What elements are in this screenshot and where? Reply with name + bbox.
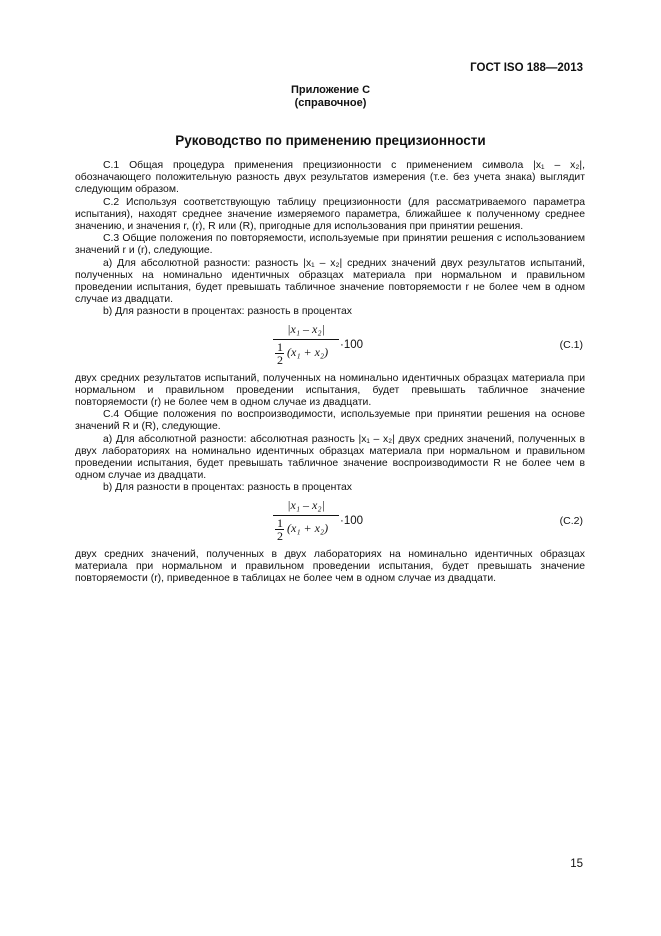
multiplier: ·100 [340, 514, 364, 527]
paragraph-c4: С.4 Общие положения по воспроизводимости, используемые при принятии решения на основе значений R и (R), следующие. [75, 409, 585, 433]
paragraph-c3: С.3 Общие положения по повторяемости, используемые при принятии решения с использованием значений r и (r), следующие. [75, 233, 585, 257]
page-number: 15 [570, 858, 583, 870]
equation-number: (С.1) [559, 338, 583, 351]
paragraph-c2: С.2 Используя соответствующую таблицу прецизионности (для рассматриваемого параметра испытания), находят среднее значение измеряемого параметра, ближайшее к полученному среднее значению, и значения r, (r), R или (R), пригодные для использования при принятии решения. [75, 196, 585, 233]
paragraph-c3b: b) Для разности в процентах: разность в процентах [103, 306, 352, 318]
half-denominator: 2 [277, 528, 283, 543]
annex-title: Приложение С [290, 84, 371, 96]
formula-denominator [271, 340, 341, 368]
paragraph-c3b-continuation: двух средних результатов испытаний, полученных на номинально идентичных образцах материала при нормальном и правильном проведении испытания, будет превышать табличное значение повторяемости (r) не более чем в одном случае из двадцати. [75, 372, 585, 409]
annex-heading [0, 84, 661, 110]
paragraph-c4b-continuation: двух средних значений, полученных в двух лабораториях на номинально идентичных образцах материала при нормальном и правильном проведении испытания, будет превышать значение повторяемости (r), приведенное в таблицах не более чем в одном случае из двадцати. [75, 548, 585, 585]
formula-c1 [75, 320, 585, 370]
paragraph-c4b: b) Для разности в процентах: разность в процентах [103, 482, 352, 494]
standard-designation: ГОСТ ISO 188—2013 [470, 62, 583, 74]
formula-denominator [271, 516, 341, 544]
equation-number: (С.2) [559, 514, 583, 527]
half-denominator: 2 [277, 352, 283, 367]
sum-expression: (x₁ + x₂) [287, 520, 329, 535]
paragraph-c3a: а) Для абсолютной разности: разность |x₁ – x₂| средних значений двух результатов испытаний, полученных на номинально идентичных образцах материала при нормальном и правильном проведении испытания, будет превышать табличное значение повторяемости r не более чем в одном случае из двадцати. [75, 257, 585, 306]
document-body [75, 160, 585, 585]
sum-expression: (x₁ + x₂) [287, 344, 329, 359]
formula-numerator: |x₁ – x₂| [287, 497, 325, 512]
formula-numerator: |x₁ – x₂| [287, 321, 325, 336]
multiplier: ·100 [340, 338, 364, 351]
half-numerator: 1 [277, 515, 283, 530]
annex-subtitle: (справочное) [294, 97, 367, 109]
formula-c2 [75, 496, 585, 546]
half-numerator: 1 [277, 339, 283, 354]
document-title: Руководство по применению прецизионности [175, 133, 486, 148]
paragraph-c4a: а) Для абсолютной разности: абсолютная разность |x₁ – x₂| двух средних значений, полученных в двух лабораториях на номинально идентичных образцах материала при нормальном и правильном проведении испытания, будет превышать табличное значение воспроизводимости R не более чем в одном случае из двадцати. [75, 433, 585, 482]
fraction [271, 320, 341, 368]
fraction [271, 496, 341, 544]
paragraph-c1: С.1 Общая процедура применения прецизионности с применением символа |x₁ – x₂|, обозначающего положительную разность двух результатов измерения (т.е. без учета знака) выглядит следующим образом. [75, 160, 585, 196]
